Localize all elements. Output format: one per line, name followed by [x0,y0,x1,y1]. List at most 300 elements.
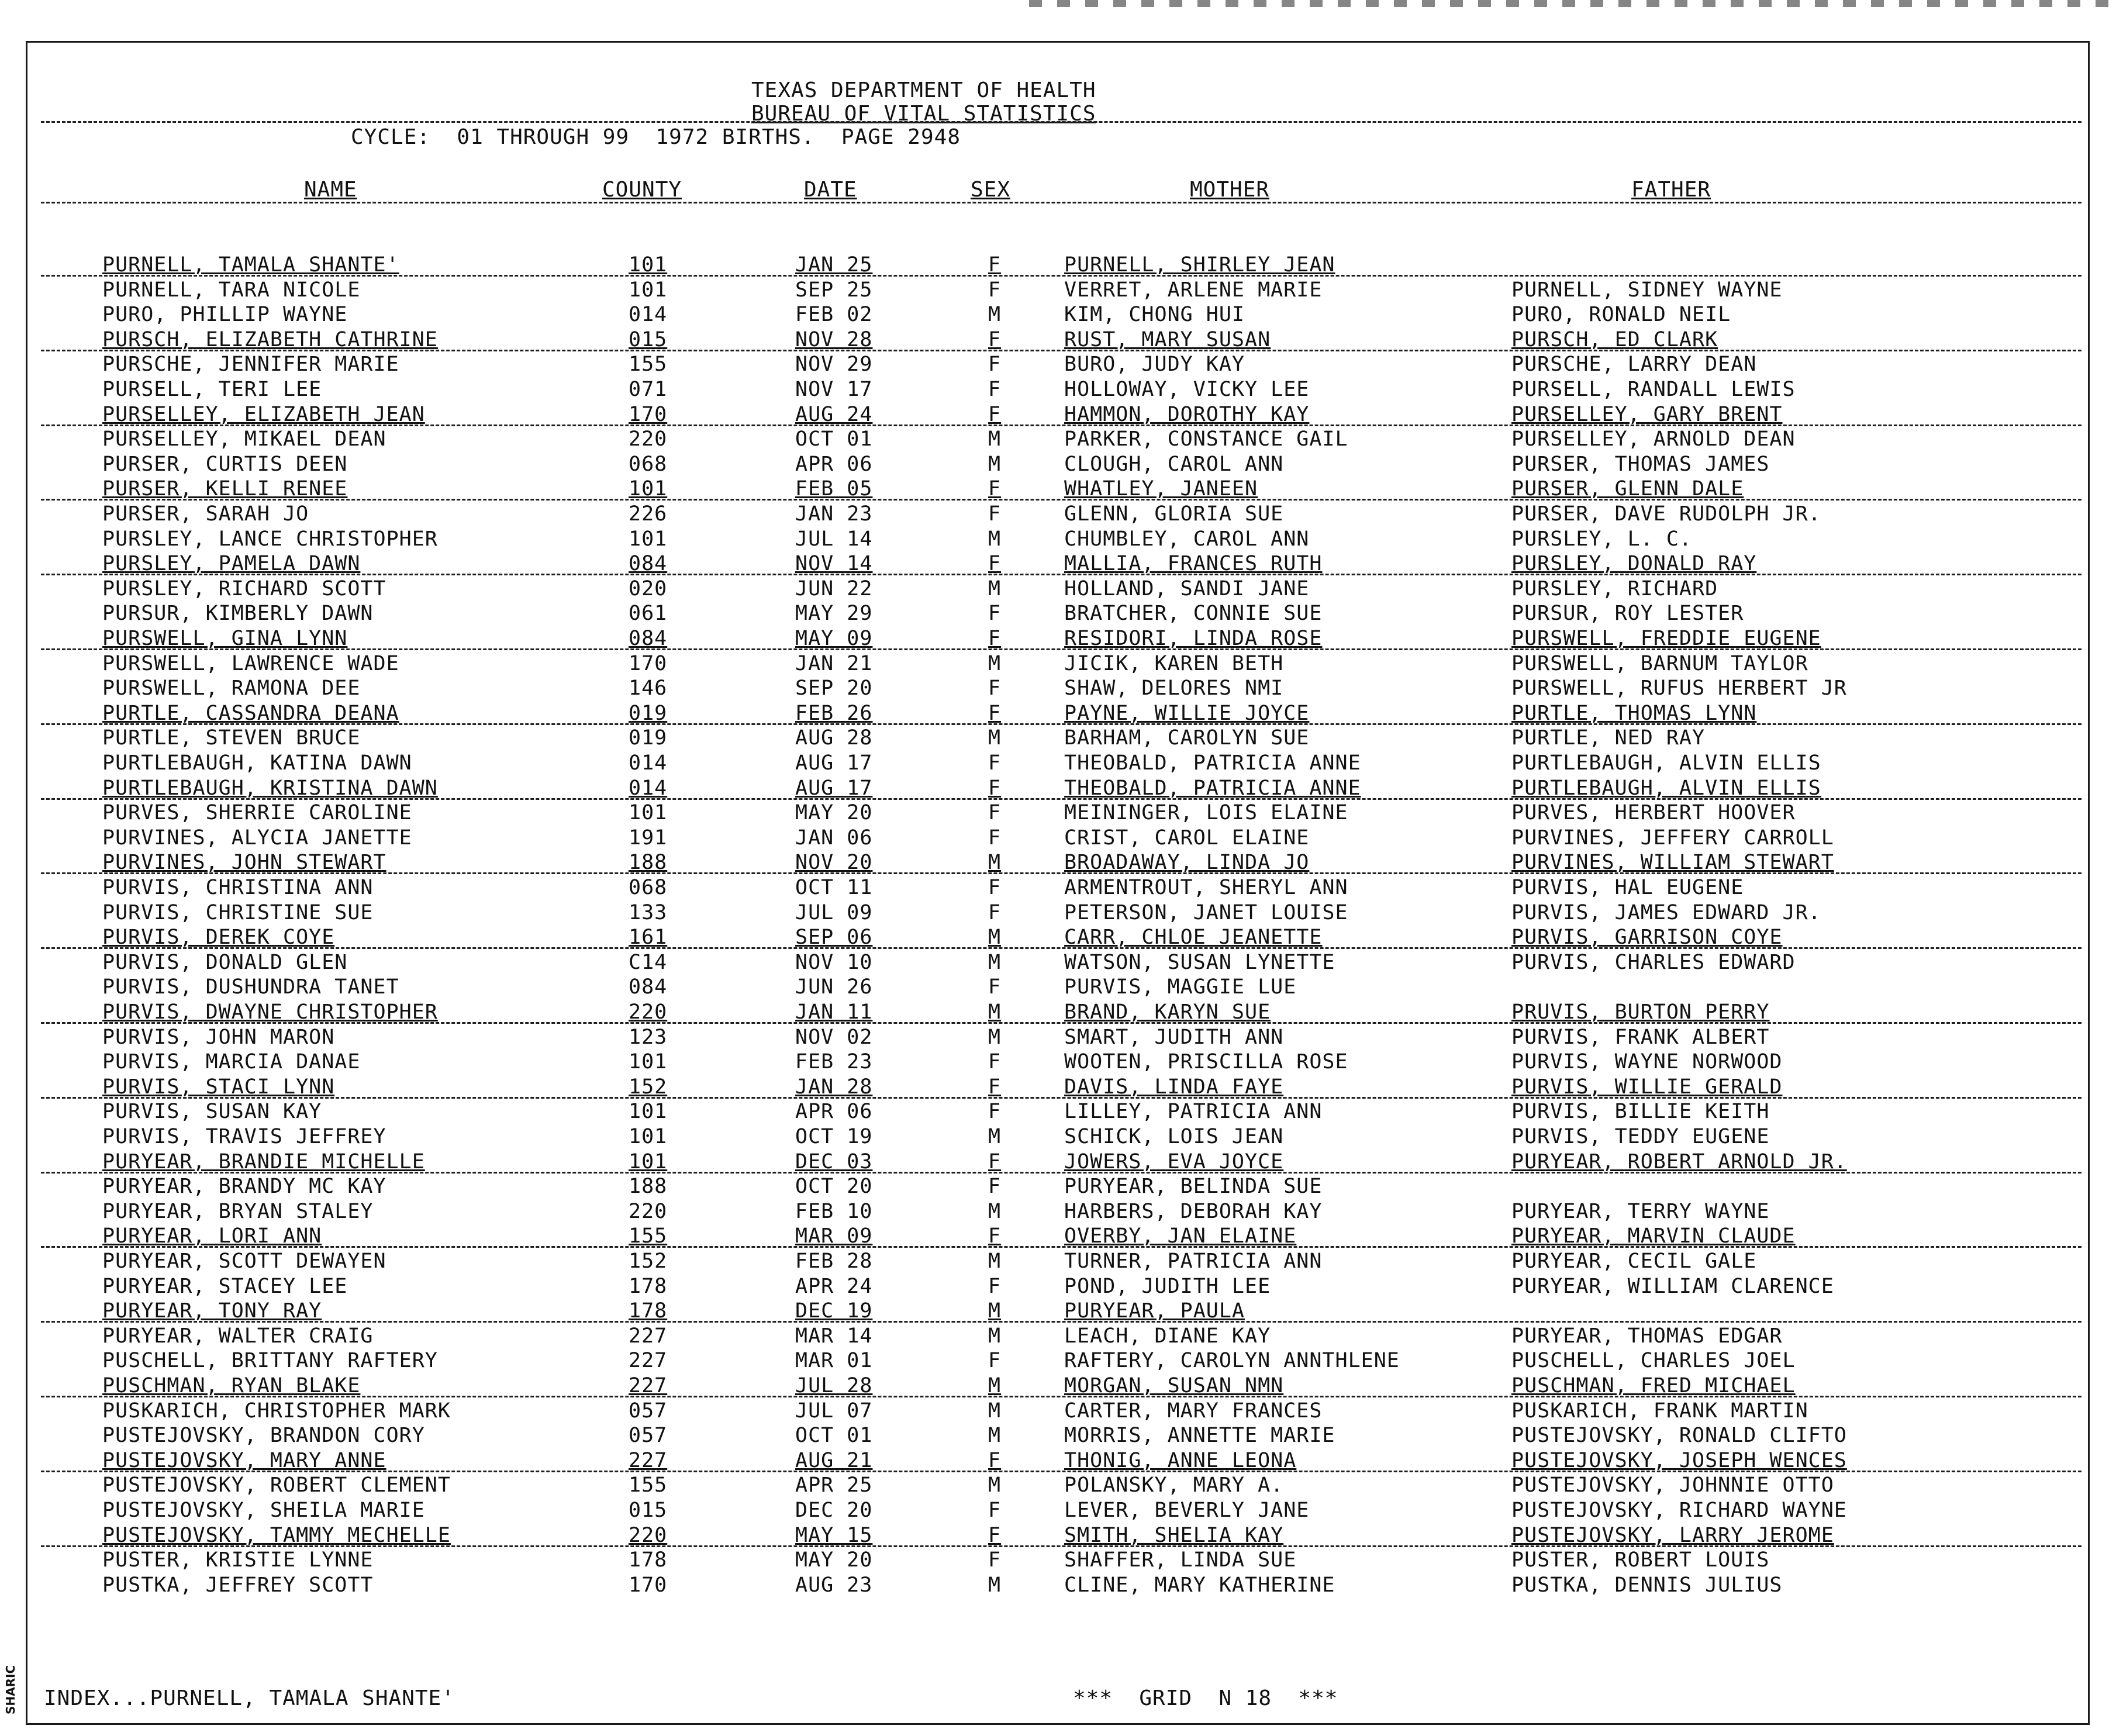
record-row [0,577,2116,601]
record-father: PURSER, GLENN DALE [1511,477,1744,501]
record-date: FEB 05 [795,477,873,501]
record-name: PURVIS, CHRISTINA ANN [102,876,374,899]
record-date: FEB 23 [795,1050,873,1074]
record-name: PURSWELL, LAWRENCE WADE [102,651,399,675]
record-county: 220 [629,427,668,451]
record-date: SEP 25 [795,278,873,302]
record-county: 161 [629,926,668,950]
row-separator [41,574,2082,575]
record-row [0,1075,2116,1099]
record-county: 170 [629,402,668,426]
record-row [0,601,2116,626]
record-name: PURNELL, TARA NICOLE [102,278,361,302]
record-row [0,502,2116,526]
record-date: JAN 25 [795,253,873,277]
record-name: PURVES, SHERRIE CAROLINE [102,801,412,825]
record-father: PURVIS, JAMES EDWARD JR. [1511,900,1821,924]
record-date: DEC 20 [795,1499,873,1522]
record-father: PURTLEBAUGH, ALVIN ELLIS [1511,776,1821,800]
record-father: PURTLE, THOMAS LYNN [1511,701,1757,725]
header-bureau: BUREAU OF VITAL STATISTICS [751,102,1096,126]
record-sex: F [988,900,1002,924]
record-name: PURNELL, TAMALA SHANTE' [102,253,399,277]
row-separator [41,1471,2082,1472]
record-mother: CARTER, MARY FRANCES [1064,1399,1323,1423]
record-date: MAY 20 [795,1548,873,1572]
record-mother: PETERSON, JANET LOUISE [1064,900,1348,924]
record-row [0,1399,2116,1423]
record-row [0,751,2116,775]
record-mother: RAFTERY, CAROLYN ANNTHLENE [1064,1349,1400,1373]
record-father: PURSELLEY, ARNOLD DEAN [1511,427,1796,451]
record-sex: F [988,353,1002,377]
record-sex: F [988,253,1002,277]
record-father: PURVIS, HAL EUGENE [1511,876,1744,899]
record-name: PURSER, SARAH JO [102,502,309,526]
record-name: PURSELL, TERI LEE [102,378,322,401]
record-sex: M [988,1125,1002,1148]
record-county: 084 [629,552,668,576]
row-separator [41,424,2082,426]
record-mother: SHAW, DELORES NMI [1064,677,1284,700]
record-father: PURVIS, WILLIE GERALD [1511,1075,1783,1099]
record-date: OCT 20 [795,1175,873,1199]
row-separator [41,1396,2082,1397]
record-father: PURVES, HERBERT HOOVER [1511,801,1796,825]
record-county: 152 [629,1075,668,1099]
record-date: JAN 28 [795,1075,873,1099]
record-mother: THEOBALD, PATRICIA ANNE [1064,751,1361,775]
record-father: PURSCH, ED CLARK [1511,327,1718,351]
record-row [0,377,2116,402]
record-row [0,477,2116,501]
record-county: 123 [629,1025,668,1049]
record-name: PURSER, CURTIS DEEN [102,452,348,476]
record-name: PURYEAR, BRANDY MC KAY [102,1175,386,1199]
record-name: PUSTKA, JEFFREY SCOTT [102,1573,374,1597]
record-date: JUL 09 [795,900,873,924]
record-county: 014 [629,751,668,775]
record-sex: F [988,477,1002,501]
record-row [0,327,2116,352]
record-county: 061 [629,602,668,626]
row-separator [41,350,2082,351]
record-father: PURYEAR, TERRY WAYNE [1511,1199,1770,1223]
record-name: PURYEAR, WALTER CRAIG [102,1324,374,1348]
record-sex: F [988,826,1002,850]
record-name: PURVINES, ALYCIA JANETTE [102,826,412,850]
record-name: PURVIS, CHRISTINE SUE [102,900,374,924]
record-mother: HAMMON, DOROTHY KAY [1064,402,1310,426]
record-row [0,1373,2116,1398]
side-stamp: SHARIC [4,1665,18,1715]
record-row [0,776,2116,800]
record-date: APR 06 [795,1100,873,1124]
row-separator [41,1246,2082,1248]
record-county: 101 [629,1125,668,1148]
row-separator [41,872,2082,874]
record-sex: F [988,1150,1002,1174]
record-mother: ARMENTROUT, SHERYL ANN [1064,876,1348,899]
record-county: 133 [629,900,668,924]
record-name: PURVIS, DEREK COYE [102,926,335,950]
record-father: PURYEAR, CECIL GALE [1511,1250,1757,1273]
record-sex: F [988,751,1002,775]
record-county: 101 [629,477,668,501]
record-date: OCT 19 [795,1125,873,1148]
record-sex: F [988,1224,1002,1248]
record-date: AUG 28 [795,726,873,750]
record-mother: WATSON, SUSAN LYNETTE [1064,950,1335,974]
record-date: DEC 03 [795,1150,873,1174]
record-father: PURSER, THOMAS JAMES [1511,452,1770,476]
record-name: PURSCH, ELIZABETH CATHRINE [102,327,438,351]
record-mother: HARBERS, DEBORAH KAY [1064,1199,1323,1223]
record-father: PURVIS, TEDDY EUGENE [1511,1125,1770,1148]
record-mother: KIM, CHONG HUI [1064,303,1245,327]
record-sex: F [988,327,1002,351]
record-row [0,427,2116,451]
record-sex: F [988,776,1002,800]
record-date: AUG 17 [795,751,873,775]
record-county: 019 [629,701,668,725]
record-row [0,1498,2116,1523]
record-county: C14 [629,950,668,974]
record-name: PURSWELL, RAMONA DEE [102,677,361,700]
record-mother: CRIST, CAROL ELAINE [1064,826,1310,850]
column-header-sex: SEX [971,178,1011,202]
column-header-father: FATHER [1631,178,1711,202]
record-date: SEP 20 [795,677,873,700]
record-name: PUSTEJOVSKY, ROBERT CLEMENT [102,1473,451,1497]
row-separator [41,1545,2082,1547]
record-name: PURSLEY, PAMELA DAWN [102,552,361,576]
record-father: PURVIS, FRANK ALBERT [1511,1025,1770,1049]
record-mother: PARKER, CONSTANCE GAIL [1064,427,1348,451]
record-mother: BROADAWAY, LINDA JO [1064,851,1310,875]
record-sex: M [988,1299,1002,1323]
record-row [0,1199,2116,1224]
record-date: NOV 29 [795,353,873,377]
column-header-rule [41,202,2082,203]
record-name: PURYEAR, SCOTT DEWAYEN [102,1250,386,1273]
record-name: PURTLEBAUGH, KRISTINA DAWN [102,776,438,800]
record-date: MAR 09 [795,1224,873,1248]
record-mother: RUST, MARY SUSAN [1064,327,1271,351]
record-row [0,253,2116,277]
record-sex: F [988,1100,1002,1124]
record-sex: F [988,677,1002,700]
column-header-county: COUNTY [602,178,682,202]
record-father: PURTLE, NED RAY [1511,726,1706,750]
record-name: PURVINES, JOHN STEWART [102,851,386,875]
record-sex: F [988,378,1002,401]
record-row [0,1299,2116,1323]
record-row [0,1348,2116,1373]
record-row [0,850,2116,875]
record-mother: POLANSKY, MARY A. [1064,1473,1284,1497]
record-father: PURSELL, RANDALL LEWIS [1511,378,1796,401]
record-sex: F [988,1075,1002,1099]
record-date: NOV 14 [795,552,873,576]
record-mother: CLOUGH, CAROL ANN [1064,452,1284,476]
record-mother: CARR, CHLOE JEANETTE [1064,926,1323,950]
record-date: JUL 28 [795,1374,873,1397]
record-date: NOV 20 [795,851,873,875]
record-sex: F [988,876,1002,899]
record-sex: F [988,1349,1002,1373]
record-name: PURSELLEY, ELIZABETH JEAN [102,402,425,426]
record-date: NOV 10 [795,950,873,974]
record-date: JAN 11 [795,1000,873,1024]
record-mother: SCHICK, LOIS JEAN [1064,1125,1284,1148]
record-county: 101 [629,1150,668,1174]
record-mother: MORGAN, SUSAN NMN [1064,1374,1284,1397]
record-county: 101 [629,1050,668,1074]
record-county: 014 [629,303,668,327]
record-date: JUN 26 [795,975,873,999]
record-county: 227 [629,1448,668,1472]
record-date: FEB 10 [795,1199,873,1223]
record-father: PURSELLEY, GARY BRENT [1511,402,1783,426]
record-sex: F [988,801,1002,825]
record-name: PURYEAR, STACEY LEE [102,1274,348,1298]
record-mother: DAVIS, LINDA FAYE [1064,1075,1284,1099]
record-name: PUSTEJOVSKY, SHEILA MARIE [102,1499,425,1522]
record-mother: LEACH, DIANE KAY [1064,1324,1271,1348]
record-father: PURSUR, ROY LESTER [1511,602,1744,626]
record-mother: RESIDORI, LINDA ROSE [1064,627,1323,650]
record-county: 155 [629,1224,668,1248]
record-county: 188 [629,1175,668,1199]
record-sex: M [988,651,1002,675]
record-county: 014 [629,776,668,800]
record-row [0,302,2116,327]
record-name: PURVIS, STACI LYNN [102,1075,335,1099]
record-row [0,1000,2116,1024]
record-sex: M [988,577,1002,600]
record-county: 057 [629,1399,668,1423]
record-father: PUSTEJOVSKY, RONALD CLIFTO [1511,1424,1847,1448]
record-county: 101 [629,527,668,551]
record-row [0,1249,2116,1273]
record-father: PURVINES, JEFFERY CARROLL [1511,826,1834,850]
record-mother: GLENN, GLORIA SUE [1064,502,1284,526]
record-sex: F [988,602,1002,626]
record-row [0,1124,2116,1149]
record-date: NOV 28 [795,327,873,351]
record-name: PUSTEJOVSKY, BRANDON CORY [102,1424,425,1448]
record-mother: MEININGER, LOIS ELAINE [1064,801,1348,825]
record-name: PUSTEJOVSKY, TAMMY MECHELLE [102,1523,451,1547]
row-separator [41,1321,2082,1323]
record-sex: F [988,552,1002,576]
record-county: 068 [629,452,668,476]
header-agency: TEXAS DEPARTMENT OF HEALTH [751,78,1096,102]
record-mother: PAYNE, WILLIE JOYCE [1064,701,1310,725]
record-father: PURSCHE, LARRY DEAN [1511,353,1757,377]
record-mother: BURO, JUDY KAY [1064,353,1245,377]
record-name: PUSTEJOVSKY, MARY ANNE [102,1448,386,1472]
record-father: PURSLEY, L. C. [1511,527,1693,551]
record-row [0,1150,2116,1174]
record-row [0,352,2116,377]
record-date: JUN 22 [795,577,873,600]
record-sex: F [988,1050,1002,1074]
record-name: PURSLEY, LANCE CHRISTOPHER [102,527,438,551]
record-row [0,402,2116,427]
record-county: 101 [629,253,668,277]
record-row [0,925,2116,950]
record-name: PURO, PHILLIP WAYNE [102,303,348,327]
record-row [0,1050,2116,1074]
record-county: 220 [629,1000,668,1024]
record-date: APR 06 [795,452,873,476]
record-sex: M [988,452,1002,476]
record-father: PURYEAR, WILLIAM CLARENCE [1511,1274,1834,1298]
record-father: PURVIS, CHARLES EDWARD [1511,950,1796,974]
record-date: AUG 21 [795,1448,873,1472]
footer-index: INDEX...PURNELL, TAMALA SHANTE' [44,1686,455,1710]
record-date: FEB 26 [795,701,873,725]
record-name: PUSTER, KRISTIE LYNNE [102,1548,374,1572]
record-father: PURVINES, WILLIAM STEWART [1511,851,1834,875]
record-date: AUG 24 [795,402,873,426]
record-father: PURSLEY, RICHARD [1511,577,1718,600]
record-row [0,1448,2116,1473]
record-date: OCT 01 [795,1424,873,1448]
record-name: PURYEAR, BRYAN STALEY [102,1199,374,1223]
record-row [0,676,2116,700]
column-header-name: NAME [304,178,357,202]
record-sex: M [988,1473,1002,1497]
record-father: PURSLEY, DONALD RAY [1511,552,1757,576]
row-separator [41,947,2082,949]
record-mother: WHATLEY, JANEEN [1064,477,1258,501]
record-date: JAN 23 [795,502,873,526]
record-date: MAR 01 [795,1349,873,1373]
record-father: PUSTEJOVSKY, RICHARD WAYNE [1511,1499,1847,1522]
record-sex: M [988,1199,1002,1223]
record-county: 227 [629,1374,668,1397]
record-sex: M [988,1399,1002,1423]
scan-edge-marks [1029,0,2116,7]
record-mother: WOOTEN, PRISCILLA ROSE [1064,1050,1348,1074]
record-county: 057 [629,1424,668,1448]
record-date: DEC 19 [795,1299,873,1323]
record-county: 152 [629,1250,668,1273]
record-mother: PURNELL, SHIRLEY JEAN [1064,253,1335,277]
record-county: 178 [629,1548,668,1572]
record-name: PURSWELL, GINA LYNN [102,627,348,650]
record-sex: F [988,701,1002,725]
record-row [0,1099,2116,1124]
record-row [0,1025,2116,1050]
record-name: PURVIS, DUSHUNDRA TANET [102,975,399,999]
record-name: PURYEAR, BRANDIE MICHELLE [102,1150,425,1174]
record-sex: M [988,950,1002,974]
record-sex: M [988,303,1002,327]
row-separator [41,798,2082,800]
record-name: PURTLE, STEVEN BRUCE [102,726,361,750]
record-mother: VERRET, ARLENE MARIE [1064,278,1323,302]
record-name: PUSCHMAN, RYAN BLAKE [102,1374,361,1397]
record-name: PURSLEY, RICHARD SCOTT [102,577,386,600]
record-name: PURTLE, CASSANDRA DEANA [102,701,399,725]
record-sex: F [988,402,1002,426]
record-county: 227 [629,1349,668,1373]
record-name: PURYEAR, LORI ANN [102,1224,322,1248]
footer-grid: *** GRID N 18 *** [1073,1686,1338,1710]
record-sex: F [988,278,1002,302]
record-sex: M [988,527,1002,551]
record-county: 084 [629,627,668,650]
record-mother: MALLIA, FRANCES RUTH [1064,552,1323,576]
record-row [0,1473,2116,1497]
record-father: PUSKARICH, FRANK MARTIN [1511,1399,1808,1423]
cycle-line: CYCLE: 01 THROUGH 99 1972 BIRTHS. PAGE 2948 [351,125,961,149]
record-sex: F [988,1499,1002,1522]
record-mother: HOLLAND, SANDI JANE [1064,577,1310,600]
record-father: PUSCHMAN, FRED MICHAEL [1511,1374,1796,1397]
record-row [0,452,2116,477]
record-mother: PURVIS, MAGGIE LUE [1064,975,1297,999]
record-county: 170 [629,651,668,675]
record-date: NOV 17 [795,378,873,401]
record-name: PURSER, KELLI RENEE [102,477,348,501]
row-separator [41,723,2082,725]
record-mother: JICIK, KAREN BETH [1064,651,1284,675]
record-county: 170 [629,1573,668,1597]
record-sex: M [988,1573,1002,1597]
record-father: PURYEAR, THOMAS EDGAR [1511,1324,1783,1348]
row-separator [41,1022,2082,1024]
record-county: 084 [629,975,668,999]
record-sex: M [988,1424,1002,1448]
record-father: PUSTKA, DENNIS JULIUS [1511,1573,1783,1597]
record-name: PURVIS, DONALD GLEN [102,950,348,974]
record-name: PURTLEBAUGH, KATINA DAWN [102,751,412,775]
record-name: PURYEAR, TONY RAY [102,1299,322,1323]
record-date: NOV 02 [795,1025,873,1049]
record-county: 155 [629,1473,668,1497]
record-name: PURSUR, KIMBERLY DAWN [102,602,374,626]
record-county: 015 [629,1499,668,1522]
record-mother: TURNER, PATRICIA ANN [1064,1250,1323,1273]
record-mother: POND, JUDITH LEE [1064,1274,1271,1298]
record-father: PUSTEJOVSKY, JOSEPH WENCES [1511,1448,1847,1472]
record-father: PURYEAR, MARVIN CLAUDE [1511,1224,1796,1248]
record-county: 227 [629,1324,668,1348]
record-date: JAN 06 [795,826,873,850]
record-county: 146 [629,677,668,700]
row-separator [41,1097,2082,1099]
record-county: 155 [629,353,668,377]
record-father: PURVIS, WAYNE NORWOOD [1511,1050,1783,1074]
record-sex: F [988,627,1002,650]
record-name: PURVIS, TRAVIS JEFFREY [102,1125,386,1148]
record-name: PURVIS, MARCIA DANAE [102,1050,361,1074]
record-date: FEB 02 [795,303,873,327]
record-father: PURYEAR, ROBERT ARNOLD JR. [1511,1150,1847,1174]
record-sex: M [988,1374,1002,1397]
record-father: PURVIS, BILLIE KEITH [1511,1100,1770,1124]
record-date: JUL 14 [795,527,873,551]
row-separator [41,648,2082,650]
record-row [0,278,2116,302]
record-mother: CLINE, MARY KATHERINE [1064,1573,1335,1597]
record-date: APR 25 [795,1473,873,1497]
